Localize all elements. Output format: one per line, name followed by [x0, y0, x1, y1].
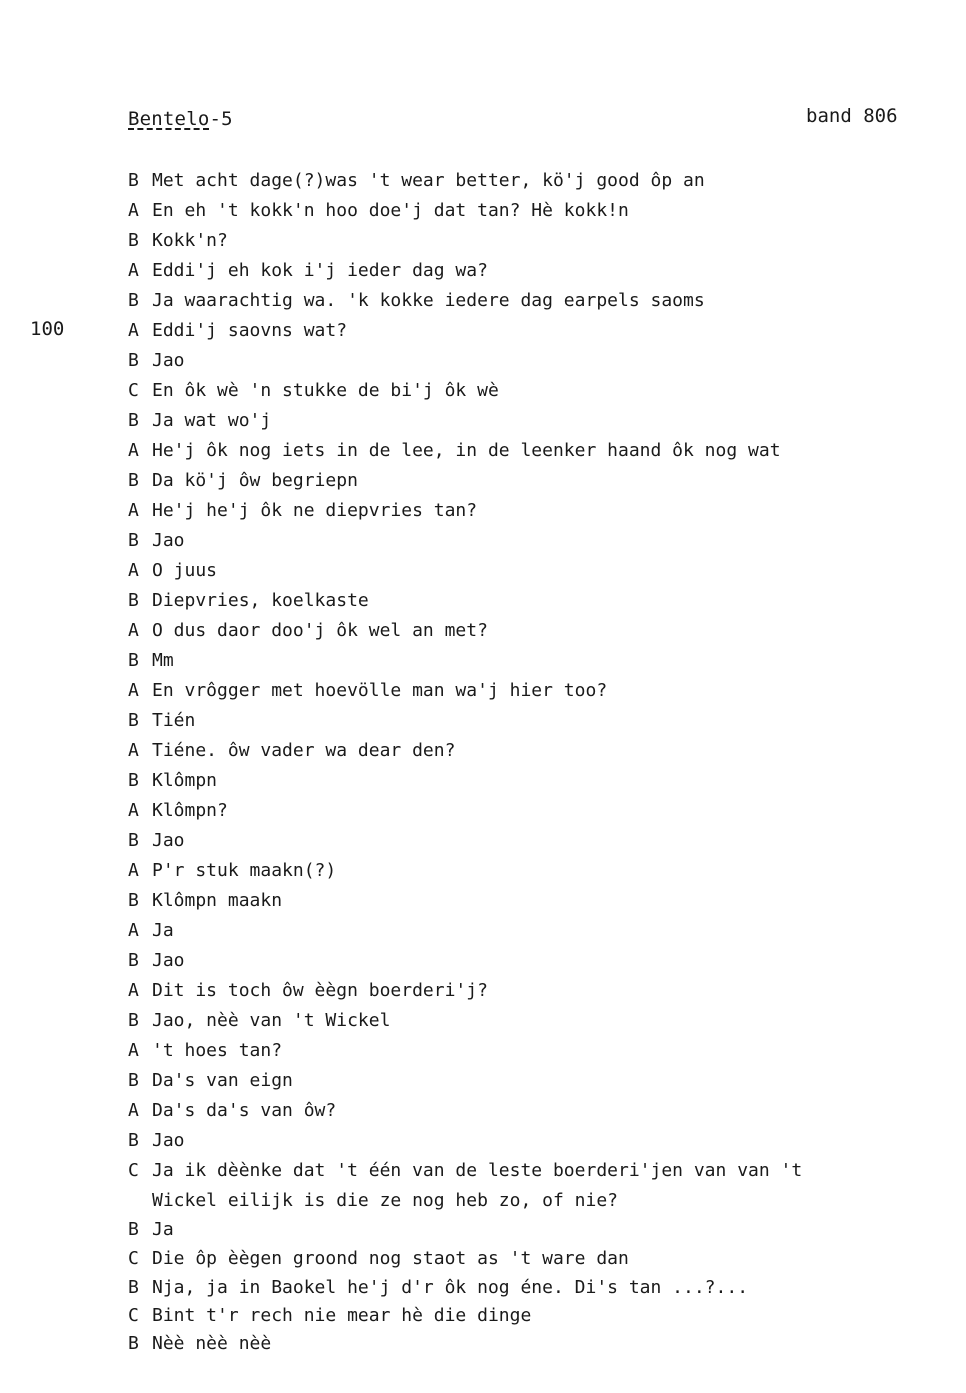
speaker-label: A — [128, 1040, 139, 1061]
transcript-line — [128, 1244, 928, 1273]
utterance-text: En ôk wè 'n stukke de bi'j ôk wè — [152, 380, 499, 401]
utterance-text: Klômpn? — [152, 800, 228, 821]
transcript-line-continuation — [128, 1186, 928, 1215]
transcript-line — [128, 976, 928, 1006]
utterance-text: Jao — [152, 950, 185, 971]
speaker-label: A — [128, 680, 139, 701]
speaker-label: B — [128, 1010, 139, 1031]
utterance-text: Jao, nèè van 't Wickel — [152, 1010, 391, 1031]
speaker-label: B — [128, 710, 139, 731]
utterance-text: Nèè nèè nèè — [152, 1333, 272, 1354]
speaker-label: A — [128, 620, 139, 641]
transcript-line — [128, 616, 928, 646]
transcript-line — [128, 256, 928, 286]
utterance-text: Eddi'j saovns wat? — [152, 320, 348, 341]
transcript-line — [128, 736, 928, 766]
header-title-prefix: Bentelo — [128, 108, 210, 130]
transcript-line — [128, 646, 928, 676]
speaker-label: A — [128, 860, 139, 881]
transcript-line — [128, 946, 928, 976]
transcript-line — [128, 526, 928, 556]
speaker-label: A — [128, 320, 139, 341]
utterance-text: Klômpn — [152, 770, 218, 791]
speaker-label: B — [128, 650, 139, 671]
utterance-text: Nja, ja in Baokel he'j d'r ôk nog éne. Di's tan ...?... — [152, 1277, 749, 1298]
utterance-text: Da's da's van ôw? — [152, 1100, 337, 1121]
utterance-text: Eddi'j eh kok i'j ieder dag wa? — [152, 260, 488, 281]
speaker-label: A — [128, 800, 139, 821]
speaker-label: A — [128, 560, 139, 581]
speaker-label: B — [128, 890, 139, 911]
transcript-line — [128, 1036, 928, 1066]
speaker-label: A — [128, 1100, 139, 1121]
transcript-line — [128, 1126, 928, 1156]
speaker-label: B — [128, 1070, 139, 1091]
utterance-text: Wickel eilijk is die ze nog heb zo, of nie? — [152, 1190, 618, 1211]
speaker-label: B — [128, 1219, 139, 1240]
transcript-line — [128, 1215, 928, 1244]
transcript-line — [128, 1066, 928, 1096]
transcript-line — [128, 1156, 928, 1186]
transcript-body — [128, 166, 928, 1358]
transcript-line — [128, 1273, 928, 1302]
transcript-line — [128, 316, 928, 346]
utterance-text: Mm — [152, 650, 174, 671]
utterance-text: Die ôp èègen groond nog staot as 't ware dan — [152, 1248, 629, 1269]
transcript-line — [128, 286, 928, 316]
transcript-line — [128, 796, 928, 826]
utterance-text: Tién — [152, 710, 196, 731]
speaker-label: B — [128, 470, 139, 491]
utterance-text: Jao — [152, 350, 185, 371]
speaker-label: B — [128, 1130, 139, 1151]
transcript-line — [128, 706, 928, 736]
utterance-text: Kokk'n? — [152, 230, 228, 251]
speaker-label: B — [128, 350, 139, 371]
transcript-line — [128, 196, 928, 226]
transcript-line — [128, 376, 928, 406]
utterance-text: He'j ôk nog iets in de lee, in de leenker haand ôk nog wat — [152, 440, 781, 461]
transcript-line — [128, 406, 928, 436]
margin-line-number: 100 — [30, 318, 65, 340]
document-header-title — [128, 108, 233, 130]
transcript-line — [128, 676, 928, 706]
utterance-text: Da kö'j ôw begriepn — [152, 470, 358, 491]
transcript-line — [128, 586, 928, 616]
utterance-text: Ja — [152, 920, 174, 941]
utterance-text: Jao — [152, 830, 185, 851]
utterance-text: Diepvries, koelkaste — [152, 590, 369, 611]
transcript-line — [128, 556, 928, 586]
utterance-text: Ja waarachtig wa. 'k kokke iedere dag earpels saoms — [152, 290, 705, 311]
utterance-text: Met acht dage(?)was 't wear better, kö'j good ôp an — [152, 170, 705, 191]
utterance-text: Jao — [152, 530, 185, 551]
speaker-label: A — [128, 440, 139, 461]
transcript-line — [128, 436, 928, 466]
transcript-line — [128, 1006, 928, 1036]
transcript-line — [128, 826, 928, 856]
utterance-text: Ja wat wo'j — [152, 410, 272, 431]
utterance-text: En eh 't kokk'n hoo doe'j dat tan? Hè kokk!n — [152, 200, 629, 221]
utterance-text: Dit is toch ôw èègn boerderi'j? — [152, 980, 488, 1001]
utterance-text: Klômpn maakn — [152, 890, 283, 911]
transcript-line — [128, 1096, 928, 1126]
utterance-text: Tiéne. ôw vader wa dear den? — [152, 740, 456, 761]
speaker-label: B — [128, 410, 139, 431]
transcript-line — [128, 886, 928, 916]
speaker-label: A — [128, 200, 139, 221]
speaker-label: B — [128, 230, 139, 251]
speaker-label: A — [128, 500, 139, 521]
speaker-label: B — [128, 170, 139, 191]
header-title-suffix: -5 — [209, 108, 233, 130]
transcript-line — [128, 856, 928, 886]
speaker-label: B — [128, 590, 139, 611]
speaker-label: B — [128, 1333, 139, 1354]
transcript-line — [128, 496, 928, 526]
utterance-text: Ja ik dèènke dat 't één van de leste boerderi'jen van van 't — [152, 1160, 803, 1181]
speaker-label — [128, 1186, 152, 1215]
speaker-label: A — [128, 920, 139, 941]
utterance-text: He'j he'j ôk ne diepvries tan? — [152, 500, 478, 521]
speaker-label: C — [128, 1305, 139, 1326]
transcript-line — [128, 1330, 928, 1358]
utterance-text: O juus — [152, 560, 218, 581]
transcript-line — [128, 766, 928, 796]
speaker-label: B — [128, 830, 139, 851]
utterance-text: En vrôgger met hoevölle man wa'j hier too? — [152, 680, 608, 701]
transcript-line — [128, 226, 928, 256]
speaker-label: C — [128, 1248, 139, 1269]
speaker-label: B — [128, 1277, 139, 1298]
transcript-line — [128, 166, 928, 196]
transcript-line — [128, 466, 928, 496]
utterance-text: 't hoes tan? — [152, 1040, 283, 1061]
speaker-label: A — [128, 980, 139, 1001]
transcript-line — [128, 346, 928, 376]
speaker-label: B — [128, 770, 139, 791]
utterance-text: P'r stuk maakn(?) — [152, 860, 337, 881]
utterance-text: Bint t'r rech nie mear hè die dinge — [152, 1305, 532, 1326]
utterance-text: O dus daor doo'j ôk wel an met? — [152, 620, 488, 641]
tape-number: band 806 — [806, 105, 898, 127]
speaker-label: A — [128, 740, 139, 761]
speaker-label: C — [128, 1160, 139, 1181]
speaker-label: B — [128, 530, 139, 551]
speaker-label: B — [128, 290, 139, 311]
transcript-line — [128, 1302, 928, 1330]
speaker-label: A — [128, 260, 139, 281]
speaker-label: C — [128, 380, 139, 401]
speaker-label: B — [128, 950, 139, 971]
utterance-text: Da's van eign — [152, 1070, 293, 1091]
transcript-line — [128, 916, 928, 946]
utterance-text: Ja — [152, 1219, 174, 1240]
utterance-text: Jao — [152, 1130, 185, 1151]
